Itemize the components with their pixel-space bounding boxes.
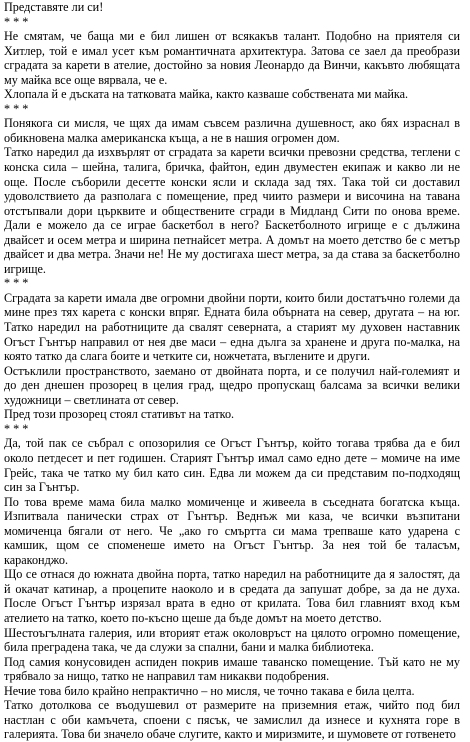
paragraph-3: Хлопала й е дъската на татковата майка, както казваше собствената ми майка.: [4, 87, 409, 102]
paragraph-1: Представяте ли си!: [4, 0, 104, 14]
section-separator-4: * * *: [4, 421, 29, 436]
section-separator-1: * * *: [4, 14, 29, 29]
paragraph-11: Що се отнася до южната двойна порта, татко наредил на работниците да я залостят, да й окачат катинар, а процепите наоколо и в средата да запушат добре, за да не духа. После Огъст Гънтър изрязал врата в едно от крилата. Това бил главният вход към ателието на татко, което по-късно щеше да бъде домът на моето детство.: [4, 567, 460, 625]
section-separator-2: * * *: [4, 101, 29, 116]
document-page: [4, 0, 460, 742]
paragraph-8: Пред този прозорец стоял стативът на татко.: [4, 407, 235, 422]
paragraph-14: Нечие това било крайно непрактично – но мисля, че точно такава е била целта.: [4, 683, 415, 698]
paragraph-4: Понякога си мисля, че щях да имам съвсем различна душевност, ако бях израснал в обикновена малка американска къща, а не в нашия огромен дом.: [4, 116, 460, 145]
paragraph-9: Да, той пак се събрал с опозорилия се Огъст Гънтър, който тогава трябва да е бил около петдесет и пет годишен. Старият Гънтър имал само едно дете – момиче на име Грейс, така че татко му бил като син. Едва ли можем да си представим по-подходящ син за Гънтър.: [4, 436, 460, 495]
section-separator-3: * * *: [4, 276, 29, 291]
paragraph-5: Татко наредил да изхвърлят от сградата за карети всички превозни средства, теглени с конска сила – шейна, талига, бричка, файтон, един двуместен екипаж и какво ли не още. После съборили десетте конски ясли и склада зад тях. Така той си доставил удоволствието да разполага с помещение, пред чиито размери и височина на тавана отстъпвали дори църквите и обществените сгради в Мидланд Сити по онова време. Дали е можело да се играе баскетбол в него? Баскетболното игрище е с дължина двайсет и осем метра и ширина петнайсет метра. А домът на моето детство бе с метър двайсет и два метра. Значи не! Не му достигаха шест метра, за да става за баскетболно игрище.: [4, 145, 460, 276]
paragraph-2: Не смятам, че баща ми е бил лишен от всякакъв талант. Подобно на приятеля си Хитлер, той е имал усет към романтичната архитектура. Затова се заел да преобрази сградата за карети в ателие, достойно за новия Леонардо да Винчи, какъвто любящата му майка все още вярвала, че е.: [4, 29, 460, 87]
paragraph-12: Шестоъгълната галерия, или вторият етаж околовръст на цялото огромно помещение, била преградена така, че да служи за спални, бани и малка библиотека.: [4, 625, 460, 655]
paragraph-6: Сградата за карети имала две огромни двойни порти, които били достатъчно големи да мине през тях карета с конски впряг. Едната била обърната на север, другата – на юг. Татко наредил на работниците да свалят северната, а старият му духовен наставник Огъст Гънтър направил от нея две маси – една дълга за хранене и друга по-малка, на която татко да слага боите и четките си, ножчетата, въглените и други.: [4, 290, 460, 364]
paragraph-10: По това време мама била малко момиченце и живеела в съседната богатска къща. Изпитвала панически страх от Гънтър. Веднъж ми каза, че всички възпитани момиченца бягали от него. Че „ако го смъртта си мама трепваше като ударена с камшик, щом се споменеше името на Огъст Гънтър. За нея той бе таласъм, караконджо.: [4, 494, 460, 567]
paragraph-13: Под самия конусовиден аспиден покрив имаше таванско помещение. Тъй като не му трябвало за нищо, татко не направил там никакви подобрения.: [4, 654, 460, 684]
paragraph-15: Татко дотолкова се въодушевил от размерите на приземния етаж, чийто под бил настлан с оби камъчета, споени с пясък, че замислил да изнесе и кухнята горе в галерията. Това би значело обаче слугите, както и миризмите, и шумовете от готвенето: [4, 698, 460, 742]
paragraph-7: Остъклили пространството, заемано от двойната порта, и се получил най-големият и до ден днешен прозорец в целия град, щедро пропускащ балсама за всички велики художници – светлината от север.: [4, 363, 460, 407]
